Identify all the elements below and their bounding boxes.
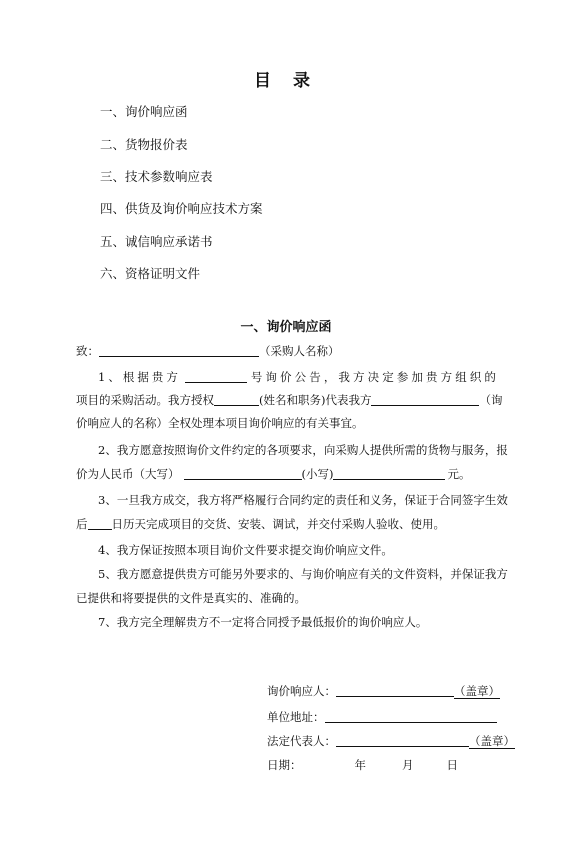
address-row xyxy=(267,709,497,725)
price-words-blank[interactable] xyxy=(184,467,302,480)
address-blank[interactable] xyxy=(325,710,497,723)
toc-item-3: 三、技术参数响应表 xyxy=(100,169,213,184)
addressee-line xyxy=(76,343,340,359)
toc-title: 目 录 xyxy=(254,71,318,91)
p3-line2 xyxy=(76,516,445,532)
rep-sign-blank[interactable] xyxy=(336,734,469,747)
p2-text-b: 价为人民币（大写） xyxy=(76,467,180,481)
p1-text-c: 项目的采购活动。我方授权 xyxy=(76,393,214,407)
toc-item-4: 四、供货及询价响应技术方案 xyxy=(100,201,263,216)
p2-line2 xyxy=(76,466,470,482)
p5-line2: 已提供和将要提供的文件是真实的、准确的。 xyxy=(76,591,306,605)
p3-text-c: 日历天完成项目的交货、安装、调试，并交付采购人验收、使用。 xyxy=(111,517,445,531)
toc-item-5: 五、诚信响应承诺书 xyxy=(100,234,213,249)
section-title: 一、询价响应函 xyxy=(240,320,332,335)
date-day: 日 xyxy=(446,758,458,772)
responder-blank[interactable] xyxy=(371,393,479,406)
responder-row xyxy=(267,683,500,699)
p2-line1: 2、我方愿意按照询价文件约定的各项要求，向采购人提供所需的货物与服务，报 xyxy=(98,443,508,457)
responder-sign-blank[interactable] xyxy=(336,684,454,697)
toc-item-6: 六、资格证明文件 xyxy=(100,266,201,281)
responder-label: 询价响应人： xyxy=(267,684,336,698)
date-month: 月 xyxy=(402,758,414,772)
p2-text-d: 元。 xyxy=(447,467,471,481)
date-year: 年 xyxy=(354,758,366,772)
p3-line1: 3、一旦我方成交，我方将严格履行合同约定的责任和义务，保证于合同签字生效 xyxy=(98,493,508,507)
days-blank[interactable] xyxy=(88,517,112,530)
p1-line1 xyxy=(98,369,499,385)
name-title-blank[interactable] xyxy=(214,393,259,406)
p1-text-d: (姓名和职务)代表我方 xyxy=(259,393,372,407)
rep-label: 法定代表人： xyxy=(267,734,336,748)
price-figures-blank[interactable] xyxy=(333,467,445,480)
date-label: 日期： xyxy=(267,758,302,772)
toc-item-1: 一、询价响应函 xyxy=(100,104,188,119)
p1-text-e: （询 xyxy=(479,393,503,407)
notice-no-blank[interactable] xyxy=(185,370,247,383)
p3-text-b: 后 xyxy=(76,517,88,531)
p7-line: 7、我方完全理解贵方不一定将合同授予最低报价的询价响应人。 xyxy=(98,615,428,629)
p1-text-a: 1、根据贵方 xyxy=(98,370,181,384)
rep-row xyxy=(267,733,515,749)
toc-item-2: 二、货物报价表 xyxy=(100,137,188,152)
p4-line: 4、我方保证按照本项目询价文件要求提交询价响应文件。 xyxy=(98,543,393,557)
p1-text-b: 号询价公告，我方决定参加贵方组织的 xyxy=(250,370,500,384)
address-label: 单位地址： xyxy=(267,710,325,724)
p5-line1: 5、我方愿意提供贵方可能另外要求的、与询价响应有关的文件资料，并保证我方 xyxy=(98,567,508,581)
seal-1: （盖章） xyxy=(454,684,500,698)
seal-2: （盖章） xyxy=(469,734,515,748)
to-prefix: 致： xyxy=(76,344,99,358)
p1-line2 xyxy=(76,392,502,408)
p2-text-c: (小写) xyxy=(301,467,334,481)
date-row xyxy=(267,757,458,773)
to-suffix: （采购人名称） xyxy=(259,344,340,358)
buyer-name-blank[interactable] xyxy=(99,344,259,357)
p1-line3: 价响应人的名称）全权处理本项目询价响应的有关事宜。 xyxy=(76,416,364,430)
